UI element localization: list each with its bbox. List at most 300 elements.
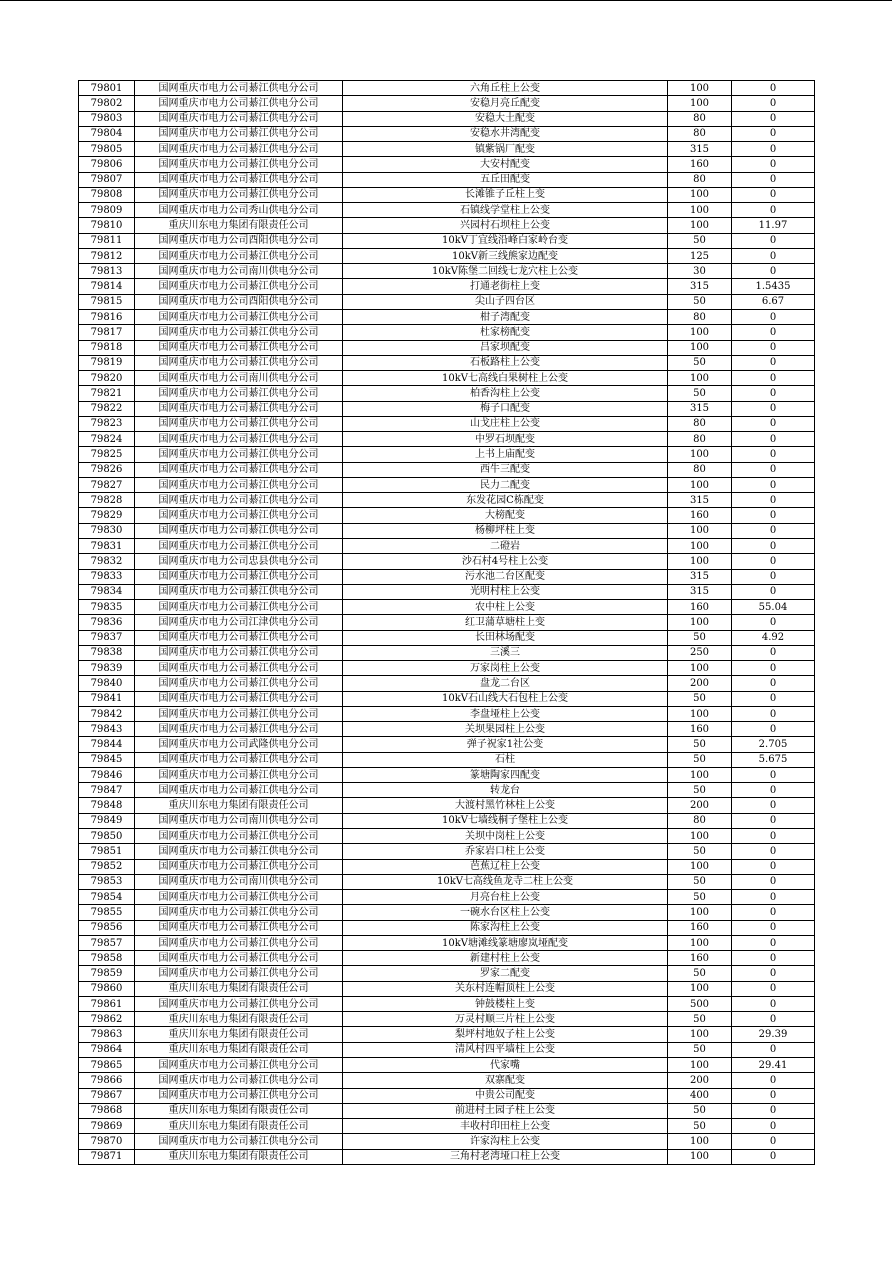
- value-cell: 0: [732, 523, 815, 538]
- transformer-name-cell: 梨坪村地奴子柱上公变: [343, 1027, 668, 1042]
- capacity-cell: 100: [668, 447, 732, 462]
- capacity-cell: 50: [668, 783, 732, 798]
- row-id-cell: 79818: [79, 340, 135, 355]
- value-cell: 29.39: [732, 1027, 815, 1042]
- transformer-name-cell: 安稳大土配变: [343, 111, 668, 126]
- capacity-cell: 50: [668, 737, 732, 752]
- row-id-cell: 79844: [79, 737, 135, 752]
- row-id-cell: 79861: [79, 996, 135, 1011]
- transformer-name-cell: 李盘垭柱上公变: [343, 706, 668, 721]
- row-id-cell: 79812: [79, 248, 135, 263]
- value-cell: 0: [732, 371, 815, 386]
- table-row: [79, 401, 815, 416]
- company-cell: 重庆川东电力集团有限责任公司: [135, 1119, 343, 1134]
- table-row: [79, 523, 815, 538]
- capacity-cell: 50: [668, 1119, 732, 1134]
- value-cell: 0: [732, 493, 815, 508]
- company-cell: 国网重庆市电力公司綦江供电分公司: [135, 645, 343, 660]
- value-cell: 0: [732, 81, 815, 96]
- transformer-name-cell: 三角村老湾垭口柱上公变: [343, 1149, 668, 1164]
- capacity-cell: 100: [668, 477, 732, 492]
- company-cell: 国网重庆市电力公司綦江供电分公司: [135, 1058, 343, 1073]
- transformer-name-cell: 许家沟柱上公变: [343, 1134, 668, 1149]
- row-id-cell: 79834: [79, 584, 135, 599]
- capacity-cell: 160: [668, 157, 732, 172]
- table-row: [79, 355, 815, 370]
- value-cell: 0: [732, 706, 815, 721]
- table-row: [79, 386, 815, 401]
- transformer-name-cell: 转龙台: [343, 783, 668, 798]
- value-cell: 4.92: [732, 630, 815, 645]
- table-row: [79, 996, 815, 1011]
- capacity-cell: 100: [668, 981, 732, 996]
- table-row: [79, 172, 815, 187]
- company-cell: 国网重庆市电力公司忠县供电分公司: [135, 554, 343, 569]
- value-cell: 0: [732, 981, 815, 996]
- value-cell: 0: [732, 813, 815, 828]
- company-cell: 国网重庆市电力公司綦江供电分公司: [135, 187, 343, 202]
- company-cell: 国网重庆市电力公司綦江供电分公司: [135, 584, 343, 599]
- row-id-cell: 79807: [79, 172, 135, 187]
- table-row: [79, 233, 815, 248]
- table-row: [79, 432, 815, 447]
- value-cell: 0: [732, 203, 815, 218]
- row-id-cell: 79829: [79, 508, 135, 523]
- transformer-name-cell: 柑子湾配变: [343, 309, 668, 324]
- transformer-name-cell: 丰收村印田柱上公变: [343, 1119, 668, 1134]
- value-cell: 0: [732, 1073, 815, 1088]
- row-id-cell: 79865: [79, 1058, 135, 1073]
- table-row: [79, 615, 815, 630]
- company-cell: 国网重庆市电力公司綦江供电分公司: [135, 279, 343, 294]
- company-cell: 国网重庆市电力公司綦江供电分公司: [135, 676, 343, 691]
- capacity-cell: 50: [668, 874, 732, 889]
- row-id-cell: 79819: [79, 355, 135, 370]
- value-cell: 0: [732, 905, 815, 920]
- table-row: [79, 859, 815, 874]
- transformer-name-cell: 罗家二配变: [343, 966, 668, 981]
- table-row: [79, 767, 815, 782]
- row-id-cell: 79815: [79, 294, 135, 309]
- row-id-cell: 79866: [79, 1073, 135, 1088]
- row-id-cell: 79820: [79, 371, 135, 386]
- company-cell: 重庆川东电力集团有限责任公司: [135, 981, 343, 996]
- value-cell: 0: [732, 1088, 815, 1103]
- row-id-cell: 79830: [79, 523, 135, 538]
- table-row: [79, 508, 815, 523]
- table-row: [79, 1012, 815, 1027]
- row-id-cell: 79849: [79, 813, 135, 828]
- table-row: [79, 111, 815, 126]
- capacity-cell: 100: [668, 554, 732, 569]
- capacity-cell: 50: [668, 233, 732, 248]
- row-id-cell: 79852: [79, 859, 135, 874]
- company-cell: 重庆川东电力集团有限责任公司: [135, 1149, 343, 1164]
- company-cell: 国网重庆市电力公司綦江供电分公司: [135, 462, 343, 477]
- value-cell: 0: [732, 416, 815, 431]
- company-cell: 国网重庆市电力公司綦江供电分公司: [135, 630, 343, 645]
- company-cell: 国网重庆市电力公司綦江供电分公司: [135, 706, 343, 721]
- table-row: [79, 538, 815, 553]
- company-cell: 国网重庆市电力公司綦江供电分公司: [135, 401, 343, 416]
- capacity-cell: 100: [668, 218, 732, 233]
- table-row: [79, 309, 815, 324]
- company-cell: 国网重庆市电力公司綦江供电分公司: [135, 309, 343, 324]
- capacity-cell: 100: [668, 81, 732, 96]
- capacity-cell: 100: [668, 829, 732, 844]
- transformer-name-cell: 大安村配变: [343, 157, 668, 172]
- capacity-cell: 50: [668, 1012, 732, 1027]
- company-cell: 国网重庆市电力公司綦江供电分公司: [135, 157, 343, 172]
- row-id-cell: 79817: [79, 325, 135, 340]
- value-cell: 0: [732, 691, 815, 706]
- capacity-cell: 50: [668, 966, 732, 981]
- value-cell: 0: [732, 829, 815, 844]
- table-row: [79, 477, 815, 492]
- transformer-name-cell: 梅子口配变: [343, 401, 668, 416]
- transformer-name-cell: 10kV丁宜线沿峰白家岭台变: [343, 233, 668, 248]
- row-id-cell: 79843: [79, 722, 135, 737]
- company-cell: 国网重庆市电力公司綦江供电分公司: [135, 890, 343, 905]
- table-row: [79, 554, 815, 569]
- capacity-cell: 80: [668, 126, 732, 141]
- value-cell: 0: [732, 615, 815, 630]
- row-id-cell: 79864: [79, 1042, 135, 1057]
- company-cell: 国网重庆市电力公司綦江供电分公司: [135, 416, 343, 431]
- company-cell: 国网重庆市电力公司綦江供电分公司: [135, 905, 343, 920]
- table-row: [79, 935, 815, 950]
- company-cell: 国网重庆市电力公司南川供电分公司: [135, 371, 343, 386]
- capacity-cell: 30: [668, 264, 732, 279]
- transformer-name-cell: 柏香沟柱上公变: [343, 386, 668, 401]
- row-id-cell: 79831: [79, 538, 135, 553]
- transformer-name-cell: 10kV新三线熊家边配变: [343, 248, 668, 263]
- table-row: [79, 981, 815, 996]
- value-cell: 0: [732, 432, 815, 447]
- capacity-cell: 160: [668, 920, 732, 935]
- table-row: [79, 416, 815, 431]
- transformer-table: [78, 80, 815, 1165]
- capacity-cell: 100: [668, 538, 732, 553]
- value-cell: 0: [732, 187, 815, 202]
- capacity-cell: 160: [668, 600, 732, 615]
- table-row: [79, 447, 815, 462]
- row-id-cell: 79816: [79, 309, 135, 324]
- table-row: [79, 1042, 815, 1057]
- capacity-cell: 100: [668, 187, 732, 202]
- company-cell: 国网重庆市电力公司綦江供电分公司: [135, 81, 343, 96]
- transformer-name-cell: 农中柱上公变: [343, 600, 668, 615]
- capacity-cell: 200: [668, 798, 732, 813]
- transformer-name-cell: 盘龙二台区: [343, 676, 668, 691]
- value-cell: 0: [732, 386, 815, 401]
- transformer-name-cell: 民力二配变: [343, 477, 668, 492]
- table-row: [79, 1103, 815, 1118]
- table-row: [79, 569, 815, 584]
- table-row: [79, 1088, 815, 1103]
- company-cell: 国网重庆市电力公司綦江供电分公司: [135, 829, 343, 844]
- transformer-name-cell: 沙石村4号柱上公变: [343, 554, 668, 569]
- transformer-name-cell: 红卫蒲草塘柱上变: [343, 615, 668, 630]
- table-row: [79, 783, 815, 798]
- capacity-cell: 500: [668, 996, 732, 1011]
- value-cell: 0: [732, 951, 815, 966]
- value-cell: 0: [732, 401, 815, 416]
- company-cell: 国网重庆市电力公司酉阳供电分公司: [135, 233, 343, 248]
- table-row: [79, 630, 815, 645]
- company-cell: 重庆川东电力集团有限责任公司: [135, 1042, 343, 1057]
- capacity-cell: 315: [668, 142, 732, 157]
- transformer-name-cell: 新建村柱上公变: [343, 951, 668, 966]
- value-cell: 0: [732, 309, 815, 324]
- transformer-name-cell: 山戈庄柱上公变: [343, 416, 668, 431]
- capacity-cell: 80: [668, 309, 732, 324]
- row-id-cell: 79808: [79, 187, 135, 202]
- table-row: [79, 462, 815, 477]
- transformer-name-cell: 大榜配变: [343, 508, 668, 523]
- transformer-name-cell: 西牛三配变: [343, 462, 668, 477]
- transformer-name-cell: 陈家沟柱上公变: [343, 920, 668, 935]
- table-body: [79, 81, 815, 1165]
- company-cell: 国网重庆市电力公司綦江供电分公司: [135, 111, 343, 126]
- row-id-cell: 79869: [79, 1119, 135, 1134]
- row-id-cell: 79825: [79, 447, 135, 462]
- row-id-cell: 79840: [79, 676, 135, 691]
- capacity-cell: 315: [668, 584, 732, 599]
- table-row: [79, 874, 815, 889]
- transformer-name-cell: 石板路柱上公变: [343, 355, 668, 370]
- company-cell: 国网重庆市电力公司綦江供电分公司: [135, 1088, 343, 1103]
- row-id-cell: 79841: [79, 691, 135, 706]
- value-cell: 0: [732, 477, 815, 492]
- transformer-name-cell: 10kV塘滩线篆塘廖岚垭配变: [343, 935, 668, 950]
- value-cell: 0: [732, 462, 815, 477]
- row-id-cell: 79867: [79, 1088, 135, 1103]
- transformer-name-cell: 杜家榜配变: [343, 325, 668, 340]
- company-cell: 国网重庆市电力公司綦江供电分公司: [135, 1134, 343, 1149]
- transformer-name-cell: 钟鼓楼柱上变: [343, 996, 668, 1011]
- transformer-name-cell: 大渡村黑竹林柱上公变: [343, 798, 668, 813]
- row-id-cell: 79810: [79, 218, 135, 233]
- transformer-name-cell: 中罗石坝配变: [343, 432, 668, 447]
- transformer-name-cell: 双寨配变: [343, 1073, 668, 1088]
- table-row: [79, 737, 815, 752]
- table-row: [79, 645, 815, 660]
- company-cell: 国网重庆市电力公司綦江供电分公司: [135, 691, 343, 706]
- capacity-cell: 100: [668, 325, 732, 340]
- row-id-cell: 79814: [79, 279, 135, 294]
- company-cell: 国网重庆市电力公司綦江供电分公司: [135, 722, 343, 737]
- capacity-cell: 80: [668, 432, 732, 447]
- transformer-name-cell: 万灵村顺三片柱上公变: [343, 1012, 668, 1027]
- capacity-cell: 50: [668, 844, 732, 859]
- row-id-cell: 79832: [79, 554, 135, 569]
- table-row: [79, 218, 815, 233]
- company-cell: 重庆川东电力集团有限责任公司: [135, 1012, 343, 1027]
- transformer-name-cell: 关东村连帽顶柱上公变: [343, 981, 668, 996]
- company-cell: 国网重庆市电力公司綦江供电分公司: [135, 767, 343, 782]
- capacity-cell: 100: [668, 859, 732, 874]
- value-cell: 0: [732, 661, 815, 676]
- row-id-cell: 79846: [79, 767, 135, 782]
- value-cell: 0: [732, 767, 815, 782]
- row-id-cell: 79868: [79, 1103, 135, 1118]
- transformer-name-cell: 尖山子四台区: [343, 294, 668, 309]
- row-id-cell: 79854: [79, 890, 135, 905]
- value-cell: 0: [732, 126, 815, 141]
- row-id-cell: 79821: [79, 386, 135, 401]
- table-row: [79, 187, 815, 202]
- transformer-name-cell: 长滩锥子丘柱上变: [343, 187, 668, 202]
- value-cell: 0: [732, 340, 815, 355]
- capacity-cell: 100: [668, 1149, 732, 1164]
- table-row: [79, 661, 815, 676]
- row-id-cell: 79835: [79, 600, 135, 615]
- company-cell: 国网重庆市电力公司綦江供电分公司: [135, 355, 343, 370]
- value-cell: 0: [732, 1012, 815, 1027]
- table-row: [79, 248, 815, 263]
- table-row: [79, 340, 815, 355]
- company-cell: 国网重庆市电力公司綦江供电分公司: [135, 340, 343, 355]
- company-cell: 国网重庆市电力公司綦江供电分公司: [135, 508, 343, 523]
- value-cell: 0: [732, 325, 815, 340]
- transformer-name-cell: 清风村四平墙柱上公变: [343, 1042, 668, 1057]
- company-cell: 国网重庆市电力公司綦江供电分公司: [135, 172, 343, 187]
- capacity-cell: 160: [668, 508, 732, 523]
- value-cell: 0: [732, 96, 815, 111]
- company-cell: 国网重庆市电力公司綦江供电分公司: [135, 661, 343, 676]
- table-row: [79, 813, 815, 828]
- company-cell: 国网重庆市电力公司綦江供电分公司: [135, 783, 343, 798]
- value-cell: 0: [732, 722, 815, 737]
- company-cell: 国网重庆市电力公司綦江供电分公司: [135, 126, 343, 141]
- capacity-cell: 315: [668, 493, 732, 508]
- capacity-cell: 160: [668, 951, 732, 966]
- transformer-name-cell: 乔家岩口柱上公变: [343, 844, 668, 859]
- table-row: [79, 493, 815, 508]
- company-cell: 国网重庆市电力公司綦江供电分公司: [135, 844, 343, 859]
- company-cell: 国网重庆市电力公司江津供电分公司: [135, 615, 343, 630]
- value-cell: 0: [732, 508, 815, 523]
- transformer-name-cell: 10kV陈堡二回线七龙穴柱上公变: [343, 264, 668, 279]
- transformer-name-cell: 安稳水井湾配变: [343, 126, 668, 141]
- capacity-cell: 100: [668, 371, 732, 386]
- company-cell: 国网重庆市电力公司綦江供电分公司: [135, 752, 343, 767]
- row-id-cell: 79845: [79, 752, 135, 767]
- row-id-cell: 79870: [79, 1134, 135, 1149]
- table-row: [79, 203, 815, 218]
- transformer-name-cell: 兴园村石坝柱上公变: [343, 218, 668, 233]
- company-cell: 国网重庆市电力公司秀山供电分公司: [135, 203, 343, 218]
- transformer-name-cell: 二磴岩: [343, 538, 668, 553]
- transformer-name-cell: 东发花园C栋配变: [343, 493, 668, 508]
- company-cell: 国网重庆市电力公司綦江供电分公司: [135, 538, 343, 553]
- value-cell: 2.705: [732, 737, 815, 752]
- table-row: [79, 752, 815, 767]
- row-id-cell: 79848: [79, 798, 135, 813]
- transformer-name-cell: 代家嘴: [343, 1058, 668, 1073]
- value-cell: 0: [732, 783, 815, 798]
- value-cell: 0: [732, 645, 815, 660]
- table-row: [79, 1073, 815, 1088]
- row-id-cell: 79853: [79, 874, 135, 889]
- company-cell: 国网重庆市电力公司綦江供电分公司: [135, 248, 343, 263]
- company-cell: 重庆川东电力集团有限责任公司: [135, 1103, 343, 1118]
- value-cell: 0: [732, 1149, 815, 1164]
- row-id-cell: 79802: [79, 96, 135, 111]
- transformer-name-cell: 安稳月亮丘配变: [343, 96, 668, 111]
- transformer-name-cell: 上书上庙配变: [343, 447, 668, 462]
- row-id-cell: 79806: [79, 157, 135, 172]
- capacity-cell: 100: [668, 615, 732, 630]
- row-id-cell: 79839: [79, 661, 135, 676]
- value-cell: 0: [732, 233, 815, 248]
- company-cell: 国网重庆市电力公司綦江供电分公司: [135, 1073, 343, 1088]
- capacity-cell: 80: [668, 416, 732, 431]
- capacity-cell: 80: [668, 111, 732, 126]
- value-cell: 0: [732, 1119, 815, 1134]
- capacity-cell: 50: [668, 1042, 732, 1057]
- company-cell: 国网重庆市电力公司南川供电分公司: [135, 813, 343, 828]
- table-row: [79, 600, 815, 615]
- row-id-cell: 79811: [79, 233, 135, 248]
- row-id-cell: 79859: [79, 966, 135, 981]
- row-id-cell: 79871: [79, 1149, 135, 1164]
- transformer-name-cell: 打通老街柱上变: [343, 279, 668, 294]
- row-id-cell: 79813: [79, 264, 135, 279]
- row-id-cell: 79862: [79, 1012, 135, 1027]
- company-cell: 国网重庆市电力公司酉阳供电分公司: [135, 294, 343, 309]
- value-cell: 0: [732, 676, 815, 691]
- value-cell: 0: [732, 142, 815, 157]
- capacity-cell: 315: [668, 401, 732, 416]
- transformer-name-cell: 篆塘陶家四配变: [343, 767, 668, 782]
- table-row: [79, 905, 815, 920]
- row-id-cell: 79850: [79, 829, 135, 844]
- capacity-cell: 315: [668, 279, 732, 294]
- capacity-cell: 50: [668, 294, 732, 309]
- row-id-cell: 79842: [79, 706, 135, 721]
- transformer-name-cell: 一碗水台区柱上公变: [343, 905, 668, 920]
- transformer-name-cell: 10kV石山线大石包柱上公变: [343, 691, 668, 706]
- capacity-cell: 50: [668, 386, 732, 401]
- table-row: [79, 1027, 815, 1042]
- capacity-cell: 80: [668, 172, 732, 187]
- transformer-name-cell: 中贵公司配变: [343, 1088, 668, 1103]
- transformer-name-cell: 前进村土园子柱上公变: [343, 1103, 668, 1118]
- value-cell: 0: [732, 538, 815, 553]
- value-cell: 0: [732, 264, 815, 279]
- transformer-name-cell: 石镇线学堂柱上公变: [343, 203, 668, 218]
- transformer-name-cell: 石柱: [343, 752, 668, 767]
- table-row: [79, 966, 815, 981]
- transformer-name-cell: 六角丘柱上公变: [343, 81, 668, 96]
- company-cell: 国网重庆市电力公司綦江供电分公司: [135, 859, 343, 874]
- value-cell: 0: [732, 172, 815, 187]
- row-id-cell: 79856: [79, 920, 135, 935]
- table-row: [79, 829, 815, 844]
- row-id-cell: 79823: [79, 416, 135, 431]
- value-cell: 0: [732, 859, 815, 874]
- company-cell: 国网重庆市电力公司綦江供电分公司: [135, 996, 343, 1011]
- table-row: [79, 157, 815, 172]
- capacity-cell: 100: [668, 1058, 732, 1073]
- value-cell: 0: [732, 920, 815, 935]
- company-cell: 重庆川东电力集团有限责任公司: [135, 1027, 343, 1042]
- table-row: [79, 920, 815, 935]
- table-row: [79, 371, 815, 386]
- row-id-cell: 79851: [79, 844, 135, 859]
